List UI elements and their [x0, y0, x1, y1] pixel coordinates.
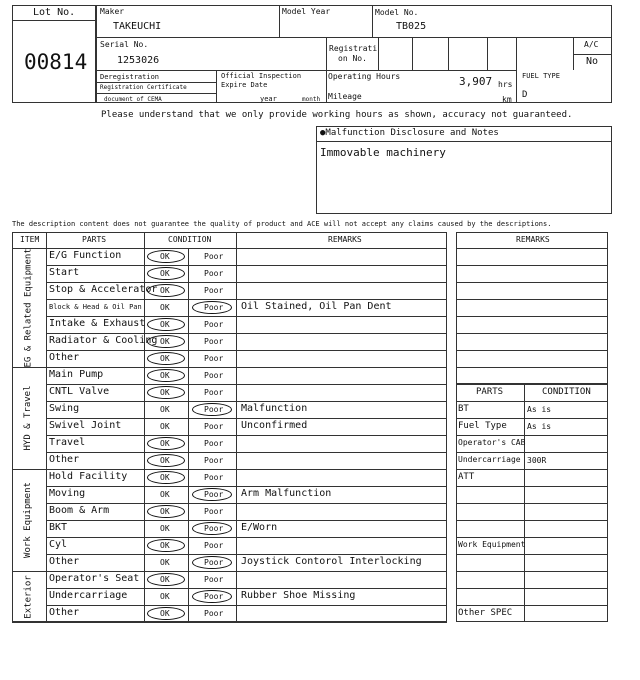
row-rule — [456, 571, 608, 572]
part-label: Boom & Arm — [49, 505, 110, 516]
group-rule — [12, 571, 447, 572]
malfunction-box — [316, 126, 612, 214]
lot-no: 00814 — [24, 50, 88, 74]
deregistration-label: Deregistration — [100, 73, 160, 81]
row-rule — [46, 265, 447, 266]
row-rule — [46, 537, 447, 538]
row-rule — [456, 316, 608, 317]
group-label: Work Equipment — [23, 482, 33, 558]
group-rule — [12, 367, 447, 368]
row-rule — [456, 520, 608, 521]
row-rule — [46, 384, 447, 385]
row-rule — [456, 350, 608, 351]
part-label: BKT — [49, 522, 68, 533]
remark-text: Oil Stained, Oil Pan Dent — [241, 301, 392, 312]
poor-option: Poor — [204, 371, 224, 380]
ok-option: OK — [160, 507, 170, 516]
poor-selected-circle — [192, 590, 232, 603]
registration-cert-label: Registration Certificate — [100, 84, 187, 91]
ok-option: OK — [160, 541, 170, 550]
ok-option: OK — [160, 524, 170, 533]
header-rule — [12, 248, 447, 249]
ok-option: OK — [160, 490, 170, 499]
row-rule — [46, 503, 447, 504]
operating-hours-value: 3,907 — [459, 75, 493, 88]
model-no-label: Model No. — [375, 8, 419, 17]
ok-option: OK — [160, 575, 170, 584]
ac-label: A/C — [584, 40, 599, 49]
ok-option: OK — [160, 405, 170, 414]
fuel-type-value: D — [522, 90, 528, 100]
row-rule — [46, 418, 447, 419]
right-condition-value: As is — [527, 405, 552, 414]
poor-option: Poor — [204, 269, 224, 278]
operating-hours-label: Operating Hours — [328, 72, 401, 81]
ok-option: OK — [160, 252, 170, 261]
row-rule — [456, 333, 608, 334]
row-rule — [46, 333, 447, 334]
row-rule — [456, 418, 608, 419]
right-condition-header: CONDITION — [542, 387, 591, 397]
row-rule — [456, 401, 608, 402]
row-rule — [46, 588, 447, 589]
row-rule — [46, 452, 447, 453]
registration-label-2: on No. — [338, 54, 367, 63]
poor-option: Poor — [204, 252, 224, 261]
model-no-value: TB025 — [396, 21, 427, 32]
part-label: Operator's Seat — [49, 573, 140, 584]
row-rule — [456, 282, 608, 283]
right-condition-value: 300R — [527, 456, 547, 465]
part-label: Other — [49, 556, 80, 567]
malfunction-text: Immovable machinery — [320, 146, 446, 159]
poor-option: Poor — [204, 473, 224, 482]
maker-value: TAKEUCHI — [113, 21, 162, 32]
part-label: Start — [49, 267, 80, 278]
ok-selected-circle — [147, 386, 185, 399]
row-rule — [46, 486, 447, 487]
row-rule — [456, 469, 608, 470]
poor-option: Poor — [204, 592, 224, 601]
right-part-label: Other SPEC — [458, 608, 513, 618]
ok-selected-circle — [147, 267, 185, 280]
month-label: month — [302, 96, 321, 103]
ok-selected-circle — [147, 318, 185, 331]
poor-option: Poor — [204, 524, 224, 533]
part-label: Block & Head & Oil Pan — [49, 303, 142, 311]
ok-option: OK — [160, 422, 170, 431]
remark-text: Rubber Shoe Missing — [241, 590, 356, 601]
poor-option: Poor — [204, 320, 224, 329]
poor-option: Poor — [204, 286, 224, 295]
hrs-label: hrs — [498, 80, 513, 89]
fuel-type-label: FUEL TYPE — [522, 72, 560, 80]
inspection-label-1: Official Inspection — [221, 72, 302, 80]
poor-selected-circle — [192, 403, 232, 416]
row-rule — [46, 282, 447, 283]
right-remarks-header: REMARKS — [516, 235, 550, 244]
poor-option: Poor — [204, 354, 224, 363]
right-part-label: Undercarriage — [458, 455, 521, 464]
poor-option: Poor — [204, 541, 224, 550]
group-label: HYD & Travel — [23, 385, 33, 451]
inspection-label-2: Expire Date — [221, 81, 268, 89]
poor-option: Poor — [204, 337, 224, 346]
lot-no-label: Lot No. — [33, 7, 76, 18]
poor-selected-circle — [192, 556, 232, 569]
ok-selected-circle — [147, 352, 185, 365]
ok-option: OK — [160, 320, 170, 329]
ok-option: OK — [160, 269, 170, 278]
part-label: Intake & Exhaust — [49, 318, 146, 329]
row-rule — [456, 435, 608, 436]
column-rule — [46, 232, 47, 622]
remark-text: Arm Malfunction — [241, 488, 332, 499]
part-label: Main Pump — [49, 369, 104, 380]
ok-selected-circle — [147, 607, 185, 620]
part-label: Cyl — [49, 539, 68, 550]
poor-option: Poor — [204, 303, 224, 312]
row-rule — [46, 350, 447, 351]
serial-no-label: Serial No. — [100, 40, 149, 49]
poor-option: Poor — [204, 405, 224, 414]
part-label: Other — [49, 454, 80, 465]
remarks-header: REMARKS — [328, 235, 362, 244]
poor-selected-circle — [192, 522, 232, 535]
notice: Please understand that we only provide working hours as shown, accuracy not guaranteed. — [101, 110, 573, 120]
ok-selected-circle — [147, 505, 185, 518]
ok-option: OK — [160, 354, 170, 363]
part-label: Moving — [49, 488, 86, 499]
remark-text: Joystick Contorol Interlocking — [241, 556, 422, 567]
ok-selected-circle — [147, 539, 185, 552]
right-part-label: ATT — [458, 472, 475, 482]
part-label: Swivel Joint — [49, 420, 122, 431]
ok-option: OK — [160, 388, 170, 397]
maker-label: Maker — [100, 7, 125, 16]
remark-text: Unconfirmed — [241, 420, 308, 431]
parts-header: PARTS — [82, 235, 107, 244]
poor-option: Poor — [204, 388, 224, 397]
ok-option: OK — [160, 558, 170, 567]
poor-option: Poor — [204, 609, 224, 618]
row-rule — [456, 554, 608, 555]
ok-selected-circle — [147, 250, 185, 263]
ok-selected-circle — [147, 335, 185, 348]
right-condition-value: As is — [527, 422, 552, 431]
poor-selected-circle — [192, 301, 232, 314]
poor-option: Poor — [204, 422, 224, 431]
row-rule — [456, 299, 608, 300]
group-rule — [12, 469, 447, 470]
disclaimer: The description content does not guarantee the quality of product and ACE will not accept any claims caused by the descriptions. — [12, 220, 552, 228]
group-rule — [12, 622, 447, 623]
poor-option: Poor — [204, 439, 224, 448]
malfunction-title: ●Malfunction Disclosure and Notes — [320, 128, 499, 138]
column-rule — [236, 232, 237, 622]
right-parts-header: PARTS — [476, 387, 504, 397]
row-rule — [46, 316, 447, 317]
poor-option: Poor — [204, 575, 224, 584]
serial-no-value: 1253026 — [117, 55, 160, 66]
right-part-label: BT — [458, 404, 469, 414]
km-label: km — [502, 95, 512, 104]
part-label: Undercarriage — [49, 590, 128, 601]
row-rule — [46, 401, 447, 402]
right-part-label: Work Equipment — [458, 540, 526, 549]
remark-text: E/Worn — [241, 522, 278, 533]
row-rule — [46, 554, 447, 555]
mileage-label: Mileage — [328, 92, 362, 101]
ac-value: No — [586, 56, 599, 67]
part-label: Radiator & Cooling — [49, 335, 158, 346]
remark-text: Malfunction — [241, 403, 308, 414]
row-rule — [456, 537, 608, 538]
right-part-label: Operator's CAB — [458, 438, 526, 447]
poor-selected-circle — [192, 488, 232, 501]
poor-option: Poor — [204, 507, 224, 516]
row-rule — [456, 452, 608, 453]
ok-selected-circle — [147, 437, 185, 450]
group-label: EG & Related Equipment — [23, 247, 33, 367]
row-rule — [456, 248, 608, 249]
right-remarks-frame — [456, 232, 608, 384]
row-rule — [46, 435, 447, 436]
part-label: Other — [49, 607, 80, 618]
row-rule — [456, 265, 608, 266]
ok-option: OK — [160, 303, 170, 312]
row-rule — [456, 486, 608, 487]
registration-label-1: Registrati — [329, 44, 378, 53]
poor-option: Poor — [204, 490, 224, 499]
document-label: document of CEMA — [104, 96, 162, 103]
model-year-label: Model Year — [282, 7, 331, 16]
part-label: Other — [49, 352, 80, 363]
ok-selected-circle — [147, 369, 185, 382]
part-label: E/G Function — [49, 250, 122, 261]
condition-header: CONDITION — [168, 235, 212, 244]
ok-option: OK — [160, 456, 170, 465]
part-label: Swing — [49, 403, 80, 414]
part-label: CNTL Valve — [49, 386, 110, 397]
year-label: year — [260, 95, 277, 103]
poor-option: Poor — [204, 558, 224, 567]
ok-selected-circle — [147, 454, 185, 467]
ok-option: OK — [160, 439, 170, 448]
ok-option: OK — [160, 337, 170, 346]
ok-selected-circle — [147, 573, 185, 586]
row-rule — [46, 605, 447, 606]
part-label: Hold Facility — [49, 471, 128, 482]
part-label: Travel — [49, 437, 86, 448]
row-rule — [456, 503, 608, 504]
part-label: Stop & Accelerator — [49, 284, 158, 295]
row-rule — [456, 588, 608, 589]
row-rule — [46, 520, 447, 521]
ok-option: OK — [160, 371, 170, 380]
item-header: ITEM — [20, 235, 40, 244]
ok-option: OK — [160, 592, 170, 601]
ok-option: OK — [160, 473, 170, 482]
row-rule — [46, 299, 447, 300]
ok-selected-circle — [147, 284, 185, 297]
poor-option: Poor — [204, 456, 224, 465]
row-rule — [456, 367, 608, 368]
ok-selected-circle — [147, 471, 185, 484]
right-part-label: Fuel Type — [458, 421, 507, 431]
group-label: Exterior — [23, 574, 33, 619]
ok-option: OK — [160, 286, 170, 295]
ok-option: OK — [160, 609, 170, 618]
row-rule — [456, 605, 608, 606]
